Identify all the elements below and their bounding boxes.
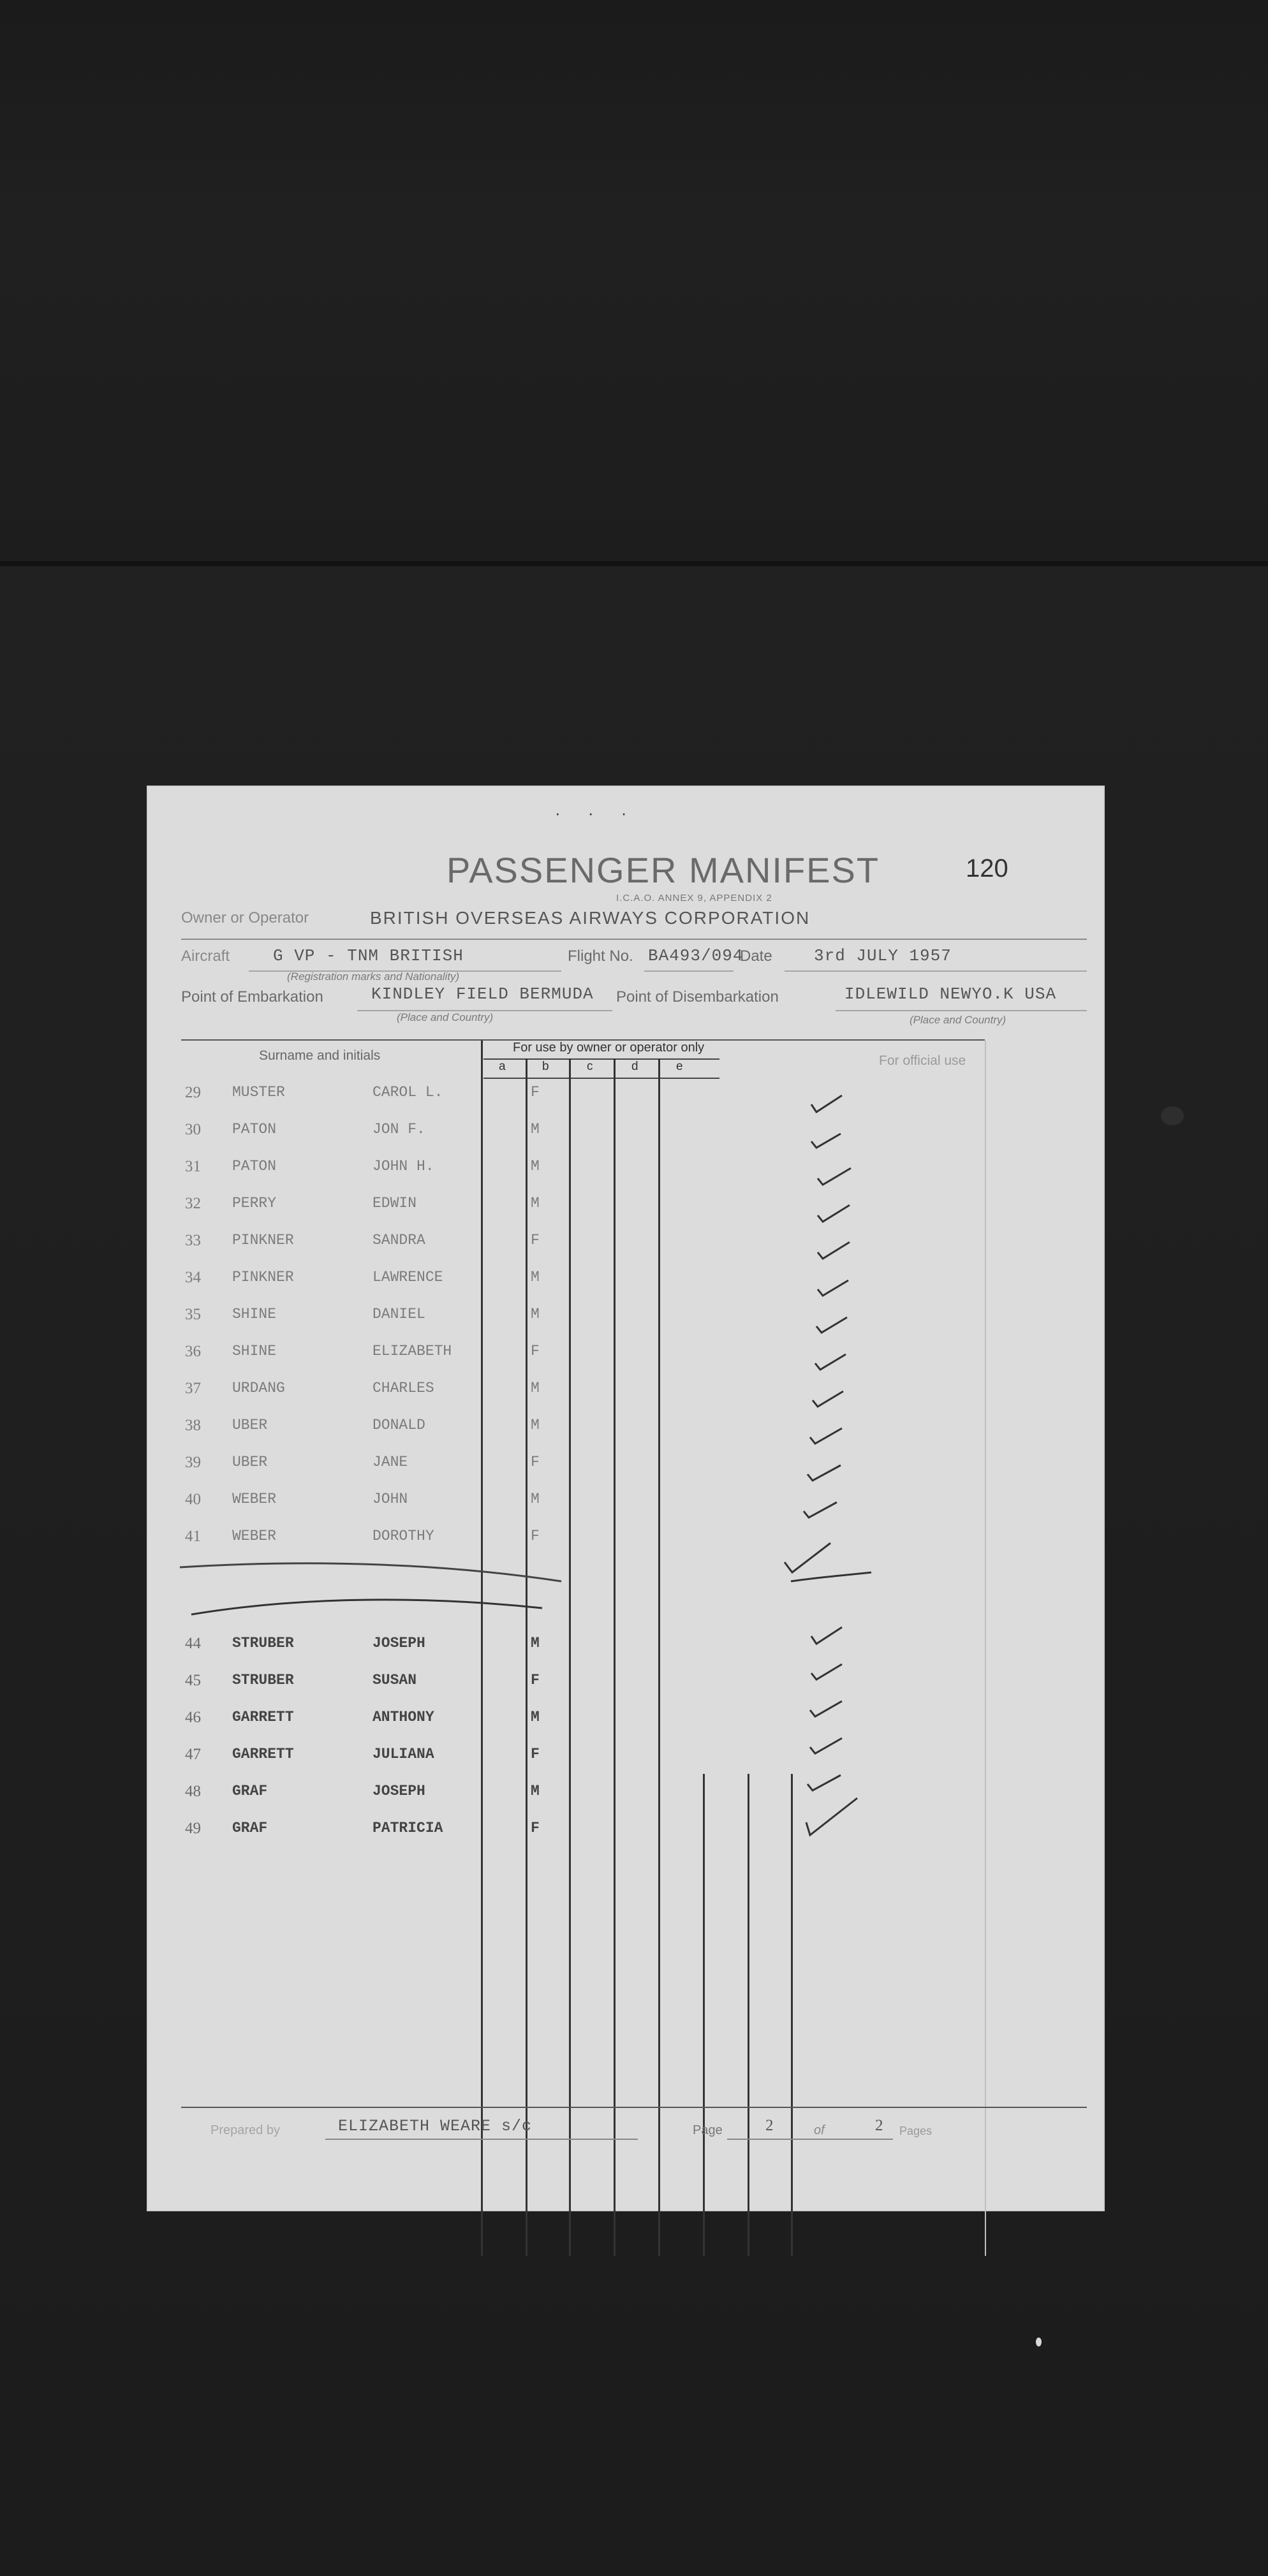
passenger-surname: MUSTER bbox=[232, 1084, 285, 1101]
passenger-surname: GARRETT bbox=[232, 1709, 294, 1725]
passenger-given-name: DONALD bbox=[372, 1417, 425, 1433]
check-tail bbox=[791, 1572, 871, 1581]
strike-line bbox=[180, 1563, 561, 1581]
column-header-official-use: For official use bbox=[879, 1053, 966, 1068]
passenger-sex: F bbox=[531, 1343, 540, 1359]
owner-value: BRITISH OVERSEAS AIRWAYS CORPORATION bbox=[370, 908, 811, 928]
row-number: 46 bbox=[185, 1709, 201, 1726]
passenger-sex: M bbox=[531, 1491, 540, 1507]
passenger-surname: WEBER bbox=[232, 1528, 277, 1544]
passenger-given-name: SANDRA bbox=[372, 1232, 425, 1248]
check-mark bbox=[810, 1738, 842, 1753]
passenger-given-name: JOSEPH bbox=[372, 1635, 425, 1651]
passenger-surname: SHINE bbox=[232, 1306, 277, 1322]
passenger-sex: F bbox=[531, 1084, 540, 1101]
page-label: Page bbox=[693, 2123, 723, 2137]
subcolumn-c: c bbox=[587, 1060, 593, 1073]
manifest-title: PASSENGER MANIFEST bbox=[446, 850, 880, 890]
passenger-surname: UBER bbox=[232, 1454, 268, 1470]
passenger-sex: F bbox=[531, 1454, 540, 1470]
manifest-subtitle: I.C.A.O. ANNEX 9, APPENDIX 2 bbox=[616, 893, 772, 904]
row-number: 48 bbox=[185, 1783, 201, 1800]
check-mark bbox=[785, 1543, 830, 1572]
aircraft-label: Aircraft bbox=[181, 948, 230, 965]
aircraft-value: G VP - TNM BRITISH bbox=[273, 946, 464, 965]
passenger-surname: UBER bbox=[232, 1417, 268, 1433]
subcolumn-a: a bbox=[499, 1060, 506, 1073]
row-number: 44 bbox=[185, 1635, 201, 1652]
passenger-surname: PINKNER bbox=[232, 1269, 294, 1285]
check-mark bbox=[806, 1798, 857, 1835]
passenger-given-name: CHARLES bbox=[372, 1380, 434, 1396]
check-mark bbox=[810, 1701, 842, 1716]
passenger-surname: PINKNER bbox=[232, 1232, 294, 1248]
row-number: 31 bbox=[185, 1158, 201, 1175]
row-number: 36 bbox=[185, 1343, 201, 1360]
embarkation-caption: (Place and Country) bbox=[397, 1011, 494, 1023]
row-number: 34 bbox=[185, 1269, 201, 1286]
date-label: Date bbox=[740, 948, 772, 965]
passenger-surname: PERRY bbox=[232, 1195, 277, 1211]
passenger-sex: F bbox=[531, 1528, 540, 1544]
punch-dots: · · · bbox=[555, 803, 638, 823]
of-label: of bbox=[814, 2123, 825, 2137]
passenger-sex: M bbox=[531, 1158, 540, 1175]
row-number: 40 bbox=[185, 1491, 201, 1508]
embarkation-label: Point of Embarkation bbox=[181, 988, 323, 1006]
passenger-given-name: EDWIN bbox=[372, 1195, 417, 1211]
passenger-given-name: JULIANA bbox=[372, 1746, 434, 1762]
row-number: 45 bbox=[185, 1672, 201, 1689]
passenger-sex: M bbox=[531, 1195, 540, 1211]
handwritten-marks bbox=[147, 786, 1105, 2211]
passenger-surname: WEBER bbox=[232, 1491, 277, 1507]
film-smudge bbox=[1161, 1106, 1184, 1125]
passenger-sex: M bbox=[531, 1380, 540, 1396]
passenger-given-name: JOHN H. bbox=[372, 1158, 434, 1175]
row-number: 41 bbox=[185, 1528, 201, 1545]
registration-caption: (Registration marks and Nationality) bbox=[287, 970, 460, 983]
passenger-sex: M bbox=[531, 1306, 540, 1322]
passenger-sex: M bbox=[531, 1635, 540, 1651]
check-mark bbox=[818, 1205, 850, 1222]
check-mark bbox=[811, 1095, 842, 1112]
check-mark bbox=[804, 1502, 837, 1518]
passenger-surname: STRUBER bbox=[232, 1672, 294, 1688]
passenger-sex: M bbox=[531, 1121, 540, 1138]
prepared-by-value: ELIZABETH WEARE s/c bbox=[338, 2117, 533, 2135]
row-number: 35 bbox=[185, 1306, 201, 1323]
passenger-sex: F bbox=[531, 1820, 540, 1836]
passenger-surname: PATON bbox=[232, 1121, 277, 1138]
check-mark bbox=[811, 1627, 842, 1644]
date-value: 3rd JULY 1957 bbox=[814, 946, 952, 965]
passenger-given-name: DOROTHY bbox=[372, 1528, 434, 1544]
passenger-given-name: JANE bbox=[372, 1454, 408, 1470]
row-number: 38 bbox=[185, 1417, 201, 1434]
passenger-sex: M bbox=[531, 1709, 540, 1725]
passenger-given-name: DANIEL bbox=[372, 1306, 425, 1322]
of-value: 2 bbox=[875, 2117, 884, 2134]
passenger-sex: F bbox=[531, 1746, 540, 1762]
row-number: 32 bbox=[185, 1195, 201, 1212]
footer-top-rule bbox=[181, 2107, 1087, 2108]
check-mark bbox=[818, 1168, 851, 1185]
row-number: 37 bbox=[185, 1380, 201, 1397]
flight-value: BA493/094 bbox=[648, 946, 744, 965]
check-mark bbox=[816, 1317, 847, 1333]
check-mark bbox=[807, 1775, 841, 1790]
manifest-document bbox=[147, 786, 1105, 2211]
page-underline bbox=[727, 2139, 893, 2140]
subcolumn-b: b bbox=[542, 1060, 549, 1073]
row-number: 33 bbox=[185, 1232, 201, 1249]
row-number: 39 bbox=[185, 1454, 201, 1471]
pages-label: Pages bbox=[899, 2125, 933, 2137]
owner-label: Owner or Operator bbox=[181, 909, 309, 926]
passenger-given-name: ANTHONY bbox=[372, 1709, 434, 1725]
row-number: 47 bbox=[185, 1746, 201, 1763]
passenger-surname: GRAF bbox=[232, 1820, 268, 1836]
passenger-given-name: PATRICIA bbox=[372, 1820, 443, 1836]
passenger-given-name: JON F. bbox=[372, 1121, 425, 1138]
prepared-by-underline bbox=[325, 2139, 638, 2140]
column-header-owner-use: For use by owner or operator only bbox=[513, 1041, 705, 1055]
disembarkation-label: Point of Disembarkation bbox=[616, 988, 779, 1006]
passenger-given-name: ELIZABETH bbox=[372, 1343, 452, 1359]
passenger-surname: PATON bbox=[232, 1158, 277, 1175]
passenger-sex: M bbox=[531, 1783, 540, 1799]
flight-label: Flight No. bbox=[568, 948, 633, 965]
passenger-given-name: JOHN bbox=[372, 1491, 408, 1507]
check-mark bbox=[815, 1354, 846, 1370]
page-number-stamp: 120 bbox=[966, 854, 1008, 882]
passenger-surname: GARRETT bbox=[232, 1746, 294, 1762]
passenger-given-name: JOSEPH bbox=[372, 1783, 425, 1799]
film-top-frame bbox=[0, 0, 1268, 561]
embarkation-value: KINDLEY FIELD BERMUDA bbox=[371, 984, 594, 1004]
film-frame-separator bbox=[0, 561, 1268, 566]
column-header-names: Surname and initials bbox=[259, 1048, 381, 1063]
check-mark bbox=[811, 1134, 841, 1148]
check-mark bbox=[810, 1428, 842, 1444]
row-number: 49 bbox=[185, 1820, 201, 1837]
passenger-sex: M bbox=[531, 1269, 540, 1285]
passenger-surname: SHINE bbox=[232, 1343, 277, 1359]
passenger-surname: STRUBER bbox=[232, 1635, 294, 1651]
row-number: 29 bbox=[185, 1084, 201, 1101]
subcolumn-e: e bbox=[676, 1060, 683, 1073]
passenger-given-name: LAWRENCE bbox=[372, 1269, 443, 1285]
passenger-given-name: CAROL L. bbox=[372, 1084, 443, 1101]
passenger-sex: F bbox=[531, 1672, 540, 1688]
check-mark bbox=[807, 1465, 841, 1481]
passenger-sex: M bbox=[531, 1417, 540, 1433]
row-number: 30 bbox=[185, 1121, 201, 1138]
disembarkation-value: IDLEWILD NEWYO.K USA bbox=[844, 984, 1057, 1004]
check-mark bbox=[811, 1664, 842, 1680]
page-value: 2 bbox=[765, 2117, 774, 2134]
disembarkation-caption: (Place and Country) bbox=[910, 1014, 1006, 1026]
check-mark bbox=[818, 1280, 848, 1296]
strike-line bbox=[191, 1600, 542, 1614]
passenger-surname: GRAF bbox=[232, 1783, 268, 1799]
check-mark bbox=[818, 1242, 850, 1259]
passenger-surname: URDANG bbox=[232, 1380, 285, 1396]
passenger-sex: F bbox=[531, 1232, 540, 1248]
prepared-by-label: Prepared by bbox=[210, 2123, 280, 2137]
subcolumn-d: d bbox=[631, 1060, 638, 1073]
passenger-given-name: SUSAN bbox=[372, 1672, 417, 1688]
film-speck bbox=[1036, 2338, 1042, 2346]
check-mark bbox=[813, 1391, 843, 1407]
